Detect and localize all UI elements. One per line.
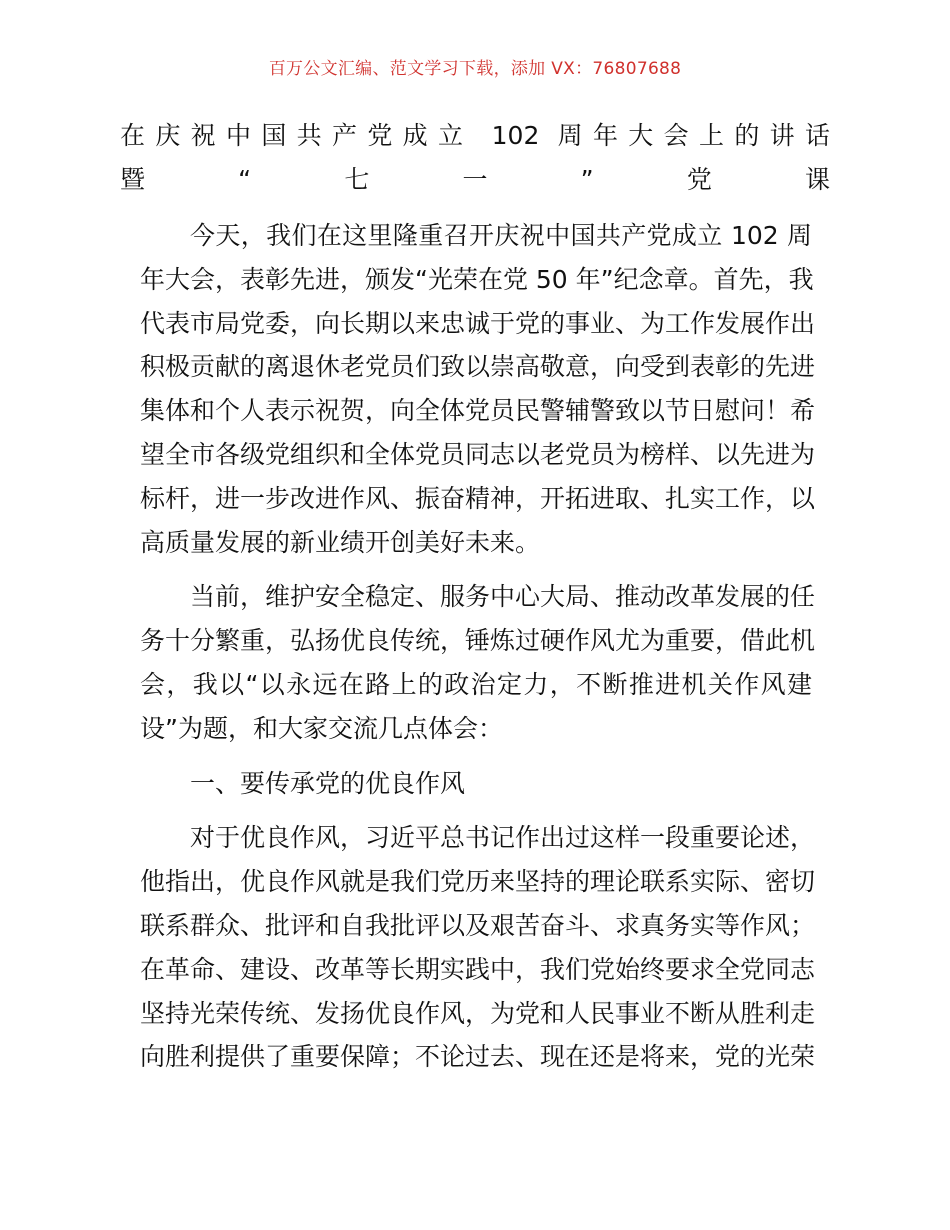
title-line: 暨“七一”党课 (120, 164, 830, 194)
text-line: 坚持光荣传统、发扬优良作风，为党和人民事业不断从胜利走 (140, 998, 816, 1028)
text-line: 对于优良作风，习近平总书记作出过这样一段重要论述， (190, 823, 816, 853)
header-note: 百万公文汇编、范文学习下载，添加 VX：76807688 (268, 59, 682, 79)
text-line: 他指出，优良作风就是我们党历来坚持的理论联系实际、密切 (140, 867, 816, 897)
paragraph (140, 214, 816, 564)
text-line: 高质量发展的新业绩开创美好未来。 (140, 527, 541, 557)
section-heading (140, 762, 812, 806)
text-line: 年大会，表彰先进，颁发“光荣在党 50 年”纪念章。首先，我 (140, 264, 814, 294)
text-line: 代表市局党委，向长期以来忠诚于党的事业、为工作发展作出 (140, 308, 816, 338)
title-line: 在庆祝中国共产党成立 102 周年大会上的讲话 (120, 121, 830, 150)
text-line: 会，我以“以永远在路上的政治定力，不断推进机关作风建 (140, 669, 812, 699)
text-line: 积极贡献的离退休老党员们致以崇高敬意，向受到表彰的先进 (140, 352, 816, 382)
text-line: 当前，维护安全稳定、服务中心大局、推动改革发展的任 (190, 582, 816, 612)
text-line: 标杆，进一步改进作风、振奋精神，开拓进取、扎实工作，以 (140, 483, 816, 513)
paragraph (140, 575, 816, 750)
text-line: 在革命、建设、改革等长期实践中，我们党始终要求全党同志 (140, 954, 816, 984)
text-line: 向胜利提供了重要保障；不论过去、现在还是将来，党的光荣 (140, 1042, 816, 1072)
text-line: 今天，我们在这里隆重召开庆祝中国共产党成立 102 周 (190, 221, 812, 250)
text-line: 联系群众、批评和自我批评以及艰苦奋斗、求真务实等作风； (140, 910, 816, 940)
text-line: 一、要传承党的优良作风 (190, 768, 466, 798)
text-line: 务十分繁重，弘扬优良传统，锤炼过硬作风尤为重要，借此机 (140, 626, 816, 656)
text-line: 集体和个人表示祝贺，向全体党员民警辅警致以节日慰问！希 (140, 396, 816, 426)
page-title (120, 114, 830, 202)
paragraph (140, 816, 816, 1079)
text-line: 望全市各级党组织和全体党员同志以老党员为榜样、以先进为 (140, 439, 816, 469)
document-body (140, 214, 816, 1079)
text-line: 设”为题，和大家交流几点体会： (140, 713, 503, 743)
